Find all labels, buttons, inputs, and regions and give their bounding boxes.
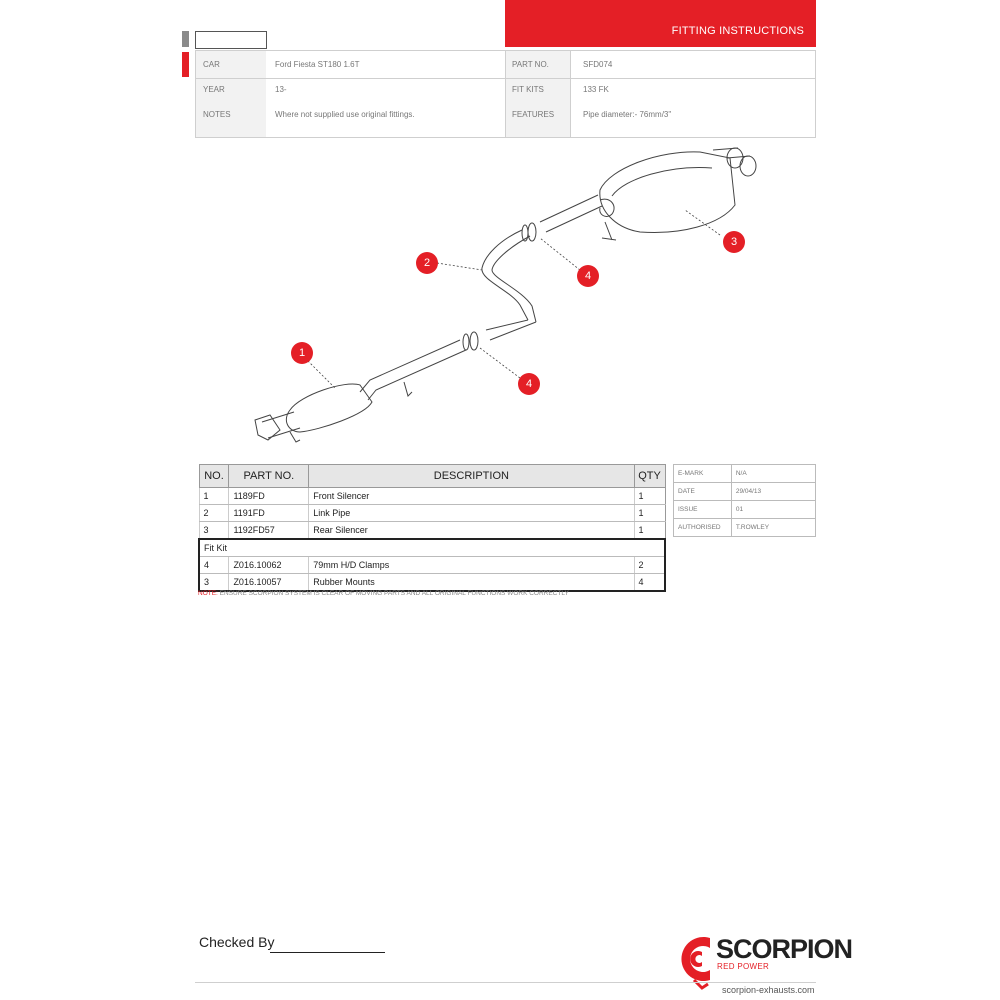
footer-divider [195, 982, 816, 983]
callout-4-lower: 4 [518, 373, 540, 395]
year-label: YEAR [203, 85, 225, 94]
table-row: 2 1191FD Link Pipe 1 [199, 505, 665, 522]
leader-4b [480, 348, 520, 378]
col-part-no: PART NO. [229, 465, 309, 488]
leader-3 [685, 210, 720, 235]
brand-name: SCORPION [716, 934, 853, 964]
car-value: Ford Fiesta ST180 1.6T [275, 60, 360, 69]
rear-silencer-drawing [600, 148, 756, 240]
banner-title: FITTING INSTRUCTIONS [671, 24, 804, 37]
exhaust-system-diagram [0, 0, 1000, 470]
col-description: DESCRIPTION [309, 465, 634, 488]
table-row: 3 Z016.10057 Rubber Mounts 4 [199, 574, 665, 592]
leader-4a [540, 238, 580, 270]
table-row: 1 1189FD Front Silencer 1 [199, 488, 665, 505]
fit-kit-header-row [199, 539, 665, 557]
table-row: DATE 29/04/13 [674, 483, 816, 501]
brand-tagline: RED POWER [717, 962, 770, 971]
features-label: FEATURES [512, 110, 555, 119]
table-row: 3 1192FD57 Rear Silencer 1 [199, 522, 665, 540]
part-no-value: SFD074 [583, 60, 613, 69]
table-row: AUTHORISED T.ROWLEY [674, 519, 816, 537]
notes-value: Where not supplied use original fittings. [275, 110, 415, 119]
leader-1 [305, 358, 335, 388]
callout-2: 2 [416, 252, 438, 274]
callout-4-upper: 4 [577, 265, 599, 287]
parts-table [198, 464, 666, 592]
note-text: ENSURE SCORPION SYSTEM IS CLEAR OF MOVING PARTS AND ALL ORIGINAL FUNCTIONS WORK CORRECTLY [217, 590, 569, 597]
table-row: ISSUE 01 [674, 501, 816, 519]
website-link[interactable]: scorpion-exhausts.com [722, 985, 815, 995]
fit-kit-label: Fit Kit [199, 539, 665, 557]
approval-table [673, 464, 816, 537]
fit-kits-label: FIT KITS [512, 85, 544, 94]
safety-note [198, 590, 569, 597]
year-value: 13- [275, 85, 287, 94]
table-row: 4 Z016.10062 79mm H/D Clamps 2 [199, 557, 665, 574]
front-silencer-drawing [255, 340, 466, 442]
features-value: Pipe diameter:- 76mm/3" [583, 110, 672, 119]
notes-label: NOTES [203, 110, 231, 119]
callout-3: 3 [723, 231, 745, 253]
table-row: E-MARK N/A [674, 465, 816, 483]
col-no: NO. [199, 465, 229, 488]
car-label: CAR [203, 60, 220, 69]
parts-table-header [199, 465, 665, 488]
checked-by-label: Checked By [199, 934, 275, 950]
part-no-label: PART NO. [512, 60, 549, 69]
col-qty: QTY [634, 465, 665, 488]
leader-2 [437, 263, 482, 270]
note-prefix: NOTE: [198, 590, 218, 597]
fit-kits-value: 133 FK [583, 85, 609, 94]
callout-1: 1 [291, 342, 313, 364]
signature-line [270, 952, 385, 953]
